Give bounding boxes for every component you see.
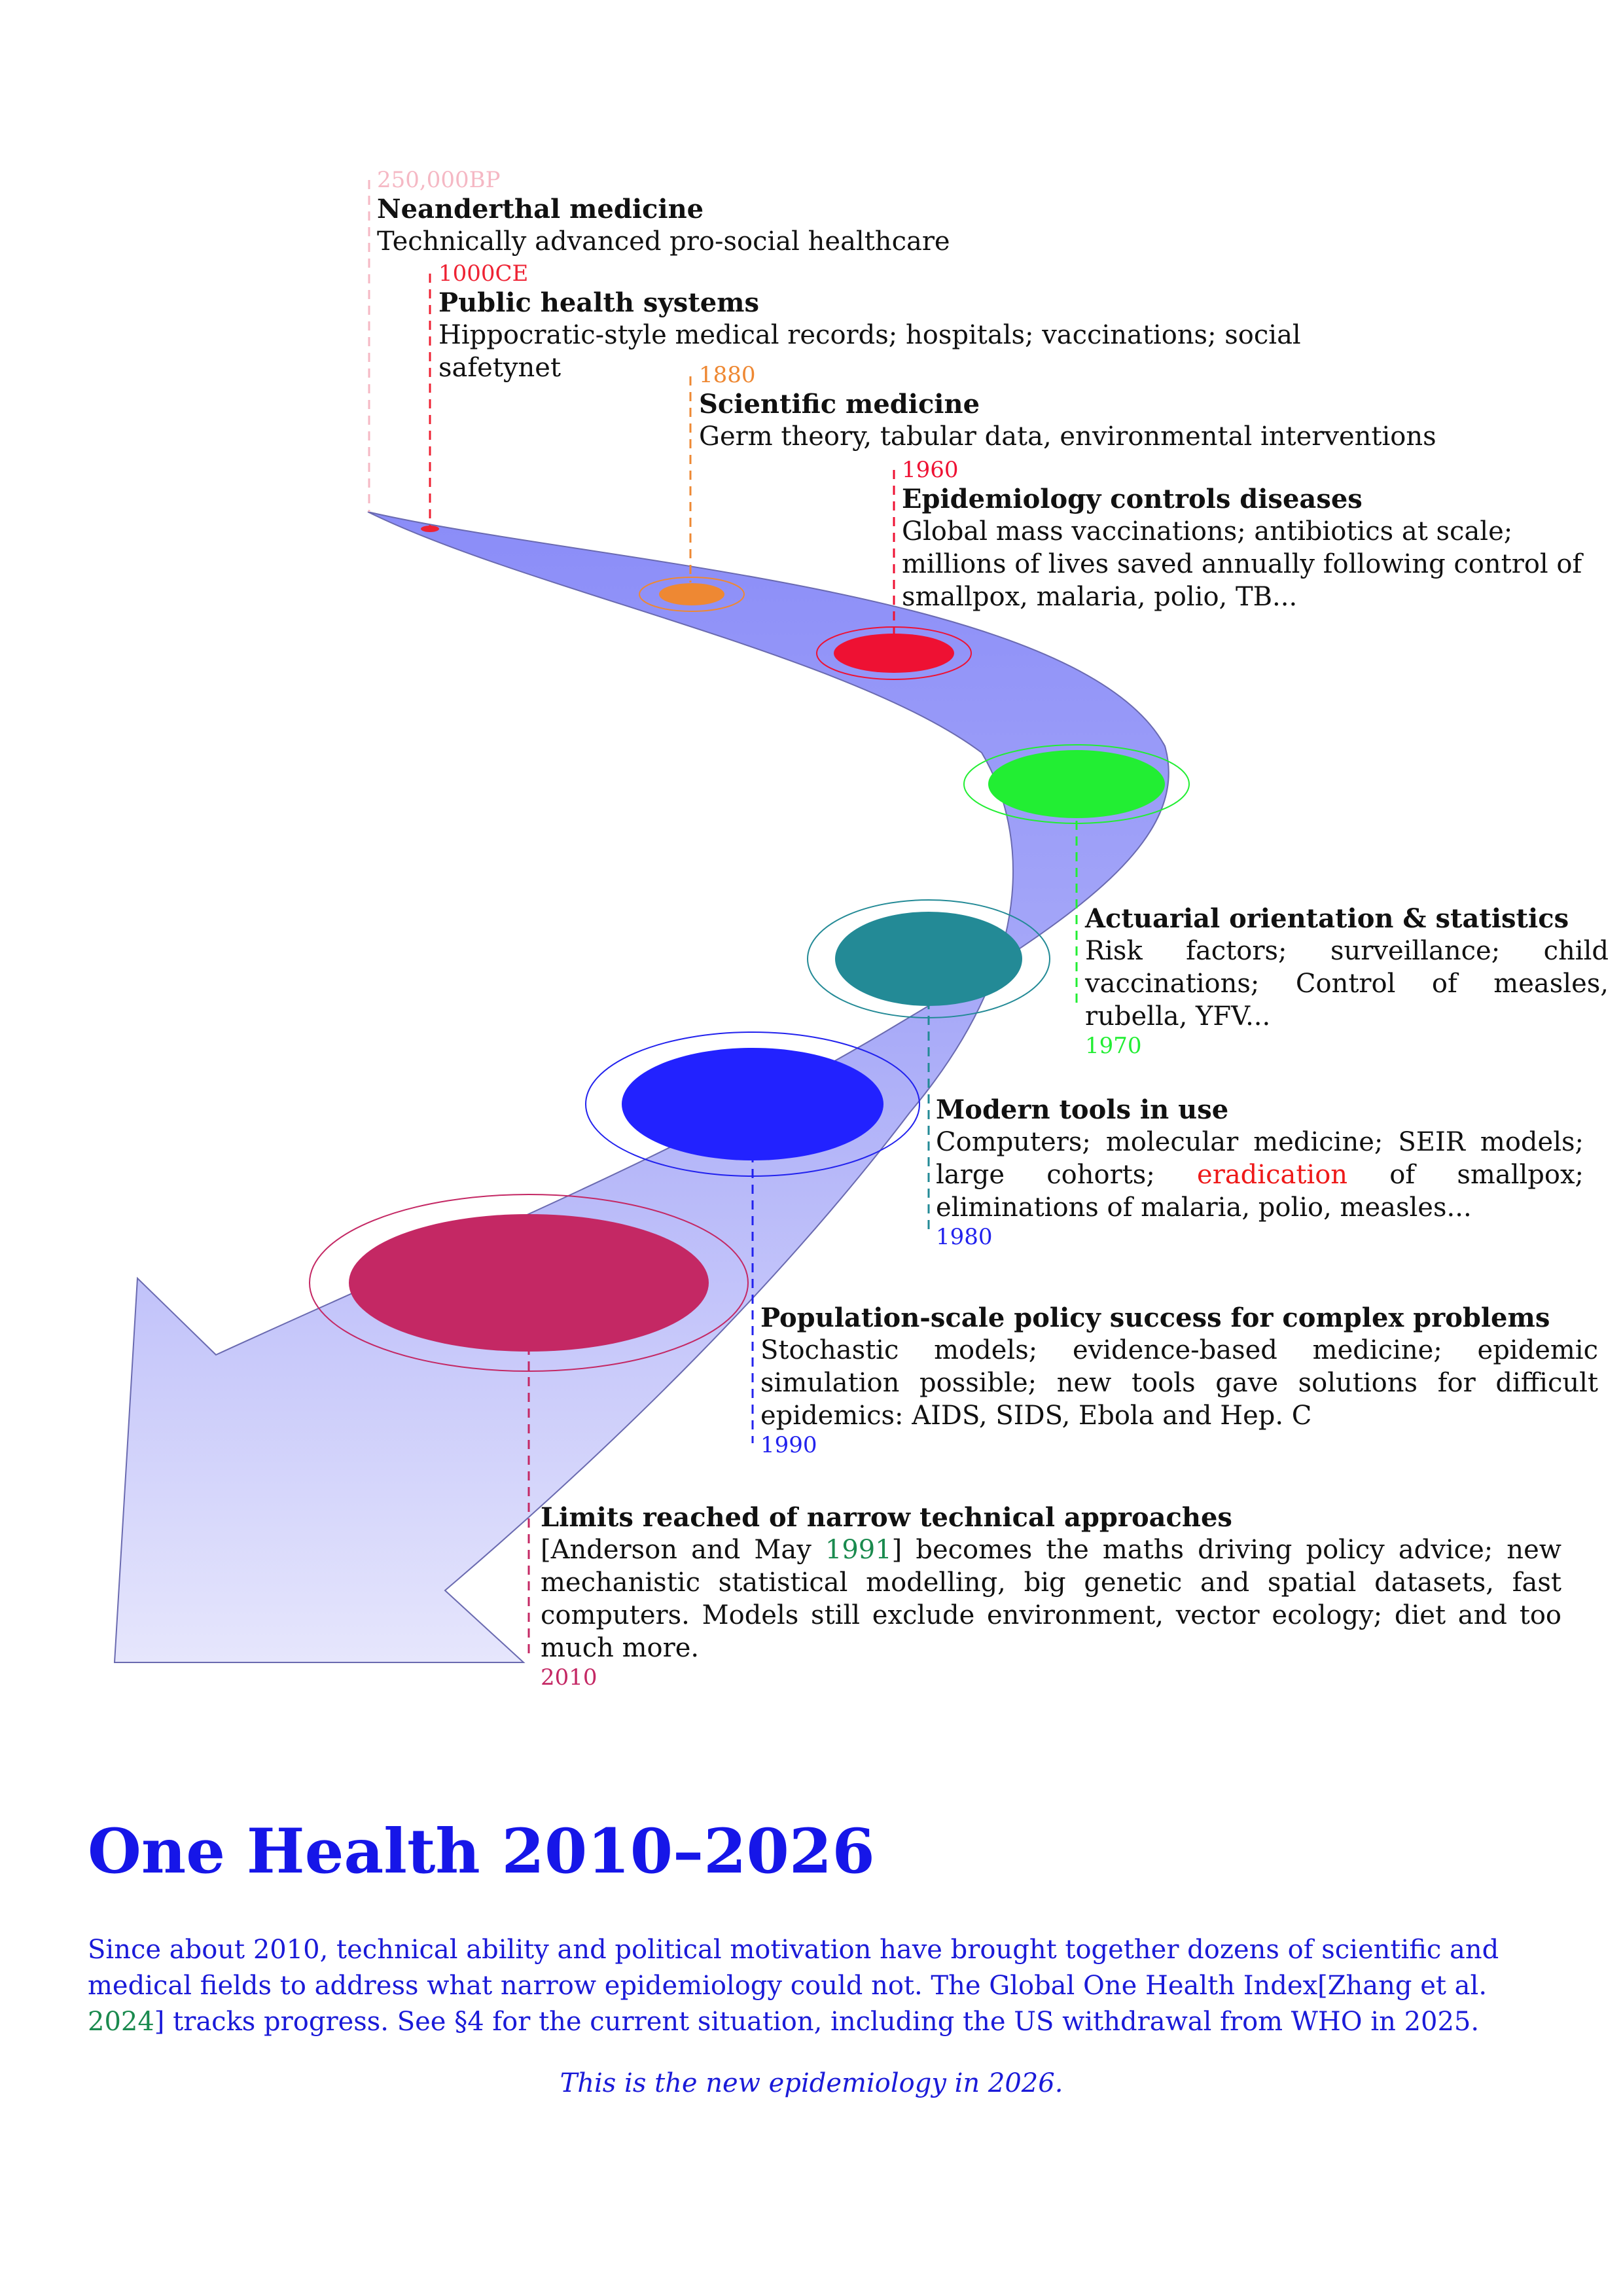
milestone-disc-1990 (622, 1048, 883, 1160)
description-text: Computers; molecular medicine; SEIR models; large cohorts; (936, 1127, 1584, 1190)
milestone-description: Hippocratic-style medical records; hospitals; vaccinations; social safetynet (438, 319, 1301, 383)
milestone-description: Germ theory, tabular data, environmental interventions (699, 421, 1436, 452)
milestone-2010 (541, 1502, 1561, 1691)
citation-link[interactable]: 2024 (88, 2007, 154, 2037)
description-text: becomes the maths driving policy advice; new mechanistic statistical modelling, big genetic and spatial datasets, fast computers. Models still exclude environment, vector ecology; diet and too much more. (541, 1535, 1561, 1663)
highlight-word: eradication (1197, 1160, 1348, 1190)
milestone-year: 1990 (760, 1432, 817, 1458)
milestone-1980 (936, 1094, 1584, 1251)
milestone-heading: Actuarial orientation & statistics (1085, 903, 1569, 934)
milestone-disc-1960 (834, 634, 954, 673)
milestone-250000bp (377, 167, 1293, 258)
milestone-1880 (699, 362, 1550, 453)
milestone-year: 1000CE (438, 260, 529, 287)
milestone-year: 1970 (1085, 1033, 1142, 1059)
milestone-year: 1960 (902, 457, 959, 483)
milestone-disc-1980 (835, 912, 1022, 1006)
milestone-1960 (902, 457, 1602, 613)
closing-statement: This is the new epidemiology in 2026. (560, 2068, 1063, 2098)
milestone-heading: Population-scale policy success for complex problems (760, 1302, 1550, 1333)
citation-bracket: [Anderson and May (541, 1535, 812, 1565)
milestone-disc-1880 (659, 583, 724, 605)
milestone-heading: Neanderthal medicine (377, 193, 704, 224)
milestone-heading: Epidemiology controls diseases (902, 483, 1363, 514)
milestone-description: Global mass vaccinations; antibiotics at scale; millions of lives saved annually following control of smallpox, malaria, polio, TB... (902, 516, 1582, 612)
intro-paragraph (88, 1932, 1547, 2041)
milestone-description: Technically advanced pro-social healthcare (377, 226, 950, 257)
description-text: of smallpox; eliminations of malaria, polio, measles... (936, 1160, 1584, 1223)
intro-text: Since about 2010, technical ability and political motivation have brought together dozens of scientific and medical fields to address what narrow epidemiology could not. The Global One Health Index[Zhang et al. (88, 1935, 1499, 2001)
citation-bracket: ] (891, 1535, 902, 1565)
milestone-heading: Modern tools in use (936, 1094, 1229, 1125)
milestone-heading: Public health systems (438, 287, 759, 318)
milestone-disc-1000ce (421, 526, 439, 532)
milestone-year: 1980 (936, 1224, 993, 1250)
milestone-1970 (1085, 903, 1609, 1060)
milestone-description (936, 1126, 1584, 1224)
milestone-1990 (760, 1302, 1598, 1459)
milestone-description: Stochastic models; evidence-based medicine; epidemic simulation possible; new tools gave solutions for difficult epidemics: AIDS, SIDS, Ebola and Hep. C (760, 1335, 1598, 1431)
milestone-disc-2010 (349, 1214, 709, 1352)
intro-text: ] tracks progress. See §4 for the current situation, including the US withdrawal from WHO in 2025. (154, 2007, 1480, 2037)
page-title: One Health 2010–2026 (88, 1816, 875, 1888)
milestone-disc-1970 (988, 750, 1165, 818)
milestone-year: 1880 (699, 362, 756, 388)
milestone-description: Risk factors; surveillance; child vaccinations; Control of measles, rubella, YFV... (1085, 936, 1609, 1031)
milestone-heading: Limits reached of narrow technical approaches (541, 1502, 1232, 1533)
milestone-year: 250,000BP (377, 167, 501, 193)
milestone-year: 2010 (541, 1664, 597, 1691)
citation-link[interactable]: 1991 (825, 1535, 892, 1565)
milestone-description (541, 1534, 1561, 1664)
milestone-heading: Scientific medicine (699, 388, 980, 420)
